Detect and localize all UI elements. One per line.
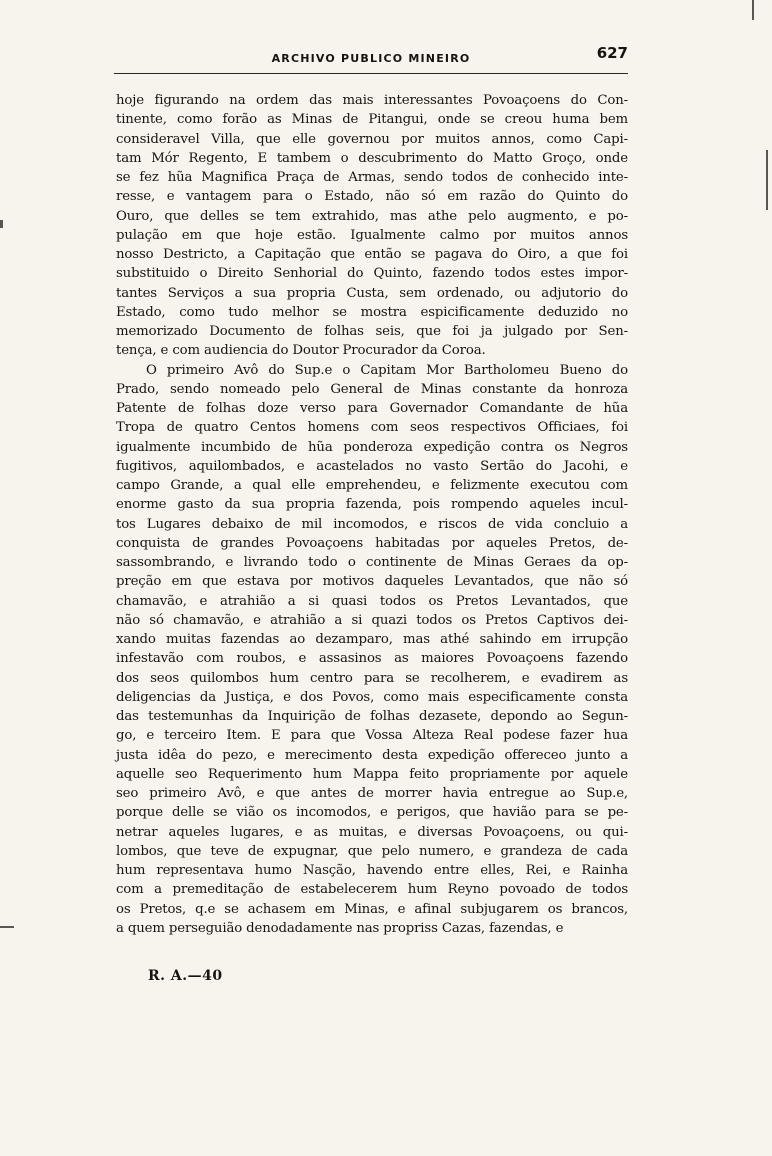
- left-edge-mark: [0, 926, 14, 928]
- left-edge-mark: [0, 220, 3, 228]
- text-line: go, e terceiro Item. E para que Vossa Alteza Real podese fazer hua: [116, 728, 628, 744]
- text-line: netrar aqueles lugares, e as muitas, e diversas Povoaçoens, ou qui-: [116, 824, 628, 840]
- text-line: seo primeiro Avô, e que antes de morrer havia entregue ao Sup.e,: [116, 786, 628, 801]
- text-line: dos seos quilombos hum centro para se recolherem, e evadirem as: [116, 670, 628, 686]
- text-line: preção em que estava por motivos daqueles Levantados, que não só: [116, 574, 628, 590]
- text-line: a quem perseguião denodadamente nas propriss Cazas, fazendas, e: [116, 920, 564, 936]
- text-line: das testemunhas da Inquirição de folhas dezasete, depondo ao Segun-: [116, 709, 628, 724]
- text-line: com a premeditação de estabelecerem hum Reyno povoado de todos: [116, 882, 628, 898]
- text-line: tinente, como forão as Minas de Pitangui, onde se creou huma bem: [116, 112, 628, 128]
- right-edge-mark: [752, 0, 754, 20]
- running-title: ARCHIVO PUBLICO MINEIRO: [271, 52, 471, 65]
- text-line: não só chamavão, e atrahião a si quazi todos os Pretos Captivos dei-: [116, 612, 628, 628]
- text-line: tença, e com audiencia do Doutor Procurador da Coroa.: [116, 343, 486, 359]
- text-line: lombos, que teve de expugnar, que pelo numero, e grandeza de cada: [116, 843, 628, 859]
- text-line: tos Lugares debaixo de mil incomodos, e riscos de vida concluio a: [116, 516, 628, 532]
- text-line: nosso Destricto, a Capitação que então se pagava do Oiro, a que foi: [116, 247, 628, 262]
- right-edge-mark: [766, 150, 768, 210]
- signature-mark: R. A.—40: [148, 968, 223, 984]
- text-line: tantes Serviços a sua propria Custa, sem ordenado, ou adjutorio do: [116, 285, 628, 301]
- page-number: 627: [596, 44, 628, 62]
- text-line: Estado, como tudo melhor se mostra espicificamente deduzido no: [116, 304, 628, 320]
- text-line: enorme gasto da sua propria fazenda, pois rompendo aqueles incul-: [116, 497, 628, 513]
- text-line: deligencias da Justiça, e dos Povos, como mais especificamente consta: [116, 689, 628, 705]
- body-text: [116, 91, 628, 938]
- text-line: tam Mór Regento, E tambem o descubrimento do Matto Groço, onde: [116, 150, 628, 166]
- text-line: hum representava humo Nasção, havendo entre elles, Rei, e Rainha: [116, 863, 628, 878]
- text-line: sassombrando, e livrando todo o continente de Minas Geraes da op-: [116, 555, 628, 570]
- paragraph: [116, 361, 628, 939]
- text-line: conquista de grandes Povoaçoens habitadas por aqueles Pretos, de-: [116, 535, 628, 551]
- text-line: hoje figurando na ordem das mais interessantes Povoaçoens do Con-: [116, 93, 628, 108]
- page-header: [114, 44, 628, 74]
- text-line: consideravel Villa, que elle governou por muitos annos, como Capi-: [116, 131, 628, 147]
- text-line: Prado, sendo nomeado pelo General de Minas constante da honroza: [116, 381, 628, 397]
- text-line: substituido o Direito Senhorial do Quinto, fazendo todos estes impor-: [116, 266, 628, 282]
- text-line: pulação em que hoje estão. Igualmente calmo por muitos annos: [116, 227, 628, 243]
- text-line: memorizado Documento de folhas seis, que foi ja julgado por Sen-: [116, 324, 628, 339]
- text-line: os Pretos, q.e se achasem em Minas, e afinal subjugarem os brancos,: [116, 901, 628, 917]
- text-line: se fez hũa Magnifica Praça de Armas, sendo todos de conhecido inte-: [116, 170, 628, 185]
- text-line: justa idêa do pezo, e merecimento desta expedição offereceo junto a: [116, 747, 628, 763]
- text-line: Tropa de quatro Centos homens com seos respectivos Officiaes, foi: [116, 420, 628, 436]
- text-line: resse, e vantagem para o Estado, não só em razão do Quinto do: [116, 189, 628, 205]
- text-line: aquelle seo Requerimento hum Mappa feito propriamente por aquele: [116, 766, 628, 782]
- header-rule: [114, 73, 628, 74]
- paragraph: [116, 91, 628, 361]
- text-line: infestavão com roubos, e assasinos as maiores Povoaçoens fazendo: [116, 651, 628, 667]
- text-line: O primeiro Avô do Sup.e o Capitam Mor Bartholomeu Bueno do: [146, 362, 628, 378]
- text-line: campo Grande, a qual elle emprehendeu, e felizmente executou com: [116, 478, 628, 493]
- text-line: fugitivos, aquilombados, e acastelados no vasto Sertão do Jacohi, e: [116, 458, 628, 474]
- text-line: Patente de folhas doze verso para Governador Comandante de hũa: [116, 401, 628, 416]
- text-line: chamavão, e atrahião a si quasi todos os Pretos Levantados, que: [116, 593, 628, 609]
- text-line: xando muitas fazendas ao dezamparo, mas athé sahindo em irrupção: [116, 632, 628, 647]
- text-line: Ouro, que delles se tem extrahido, mas athe pelo augmento, e po-: [116, 208, 628, 224]
- text-line: porque delle se vião os incomodos, e perigos, que havião para se pe-: [116, 805, 628, 821]
- text-line: igualmente incumbido de hũa ponderoza expedição contra os Negros: [116, 439, 628, 455]
